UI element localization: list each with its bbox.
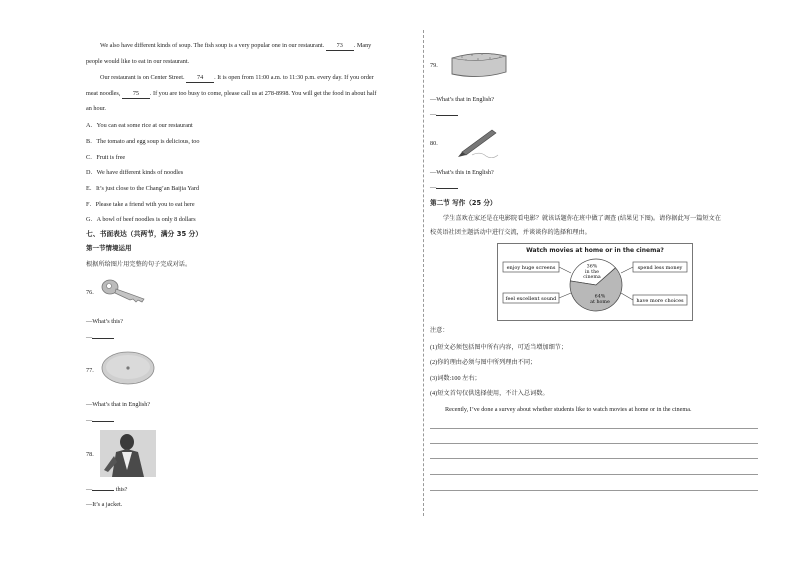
answer-dash: —: [430, 111, 437, 118]
writing-prompt-line-1: 学生喜欢在家还是在电影院看电影？就该话题你在班中做了调查 (结果见下图)。请你据此写一篇短文在: [443, 215, 721, 222]
mattress-icon: [448, 48, 510, 82]
answer-77-blank[interactable]: [92, 421, 114, 422]
section-2-title: 第二节 写作（25 分）: [430, 199, 497, 207]
passage-text: Our restaurant is on Center Street.: [100, 74, 185, 81]
question-79-prompt: —What’s that in English?: [430, 96, 495, 103]
blank-74[interactable]: 74: [186, 74, 214, 83]
blank-73[interactable]: 73: [326, 42, 354, 51]
writing-line-3[interactable]: [430, 458, 758, 459]
pie-chart: [570, 259, 622, 311]
answer-dash: —: [86, 417, 93, 424]
question-80-number: 80.: [430, 140, 438, 147]
question-78-answer: —It’s a jacket.: [86, 501, 123, 508]
option-f: F．Please take a friend with you to eat here: [86, 201, 195, 208]
question-80-prompt: —What’s this in English?: [430, 169, 494, 176]
answer-dash: —: [430, 184, 437, 191]
question-79-number: 79.: [430, 62, 438, 69]
blank-75[interactable]: 75: [122, 90, 150, 99]
answer-dash: —: [86, 486, 93, 493]
writing-line-1[interactable]: [430, 428, 758, 429]
answer-76-blank[interactable]: [92, 338, 114, 339]
question-78-number: 78.: [86, 451, 94, 458]
question-80-answer: [430, 184, 458, 192]
key-icon: [100, 277, 148, 303]
reason-cinema-2: feel excellent sound: [505, 296, 557, 303]
writing-line-4[interactable]: [430, 474, 758, 475]
answer-dash: —: [86, 334, 93, 341]
option-b: B．The tomato and egg soup is delicious, too: [86, 138, 200, 145]
reason-home-2: have more choices: [636, 298, 684, 305]
writing-line-5[interactable]: [430, 490, 758, 491]
survey-chart: [497, 243, 693, 321]
passage-text: We also have different kinds of soup. The fish soup is a very popular one in our restaurant.: [100, 42, 325, 49]
passage-line-5: an hour.: [86, 105, 106, 112]
question-76-answer: [86, 334, 114, 342]
passage-text: . It is open from 11:00 a.m. to 11:30 p.m. every day. If you order: [214, 74, 374, 81]
note-1: (1)短文必须包括图中所有内容，可适当增加细节；: [430, 344, 568, 351]
passage-line-1: [100, 42, 371, 51]
option-d: D．We have different kinds of noodles: [86, 169, 184, 176]
note-3: (3)词数:100 左右；: [430, 375, 481, 382]
prompt-text: this?: [114, 486, 128, 493]
option-c: C．Fruit is free: [86, 154, 126, 161]
passage-text: . If you are too busy to come, please call us at 278-8998. You will get the food in about half: [149, 90, 377, 97]
answer-79-blank[interactable]: [436, 115, 458, 116]
section-7-title: 七、书面表达（共两节，满分 35 分）: [86, 230, 203, 238]
section-1-instruction: 根据所给图片用完整的句子完成对话。: [86, 261, 192, 268]
disc-icon: [100, 350, 156, 386]
question-78-prompt: [86, 486, 127, 494]
reason-home-1: spend less money: [637, 265, 683, 272]
passage-text: meat noodles,: [86, 90, 121, 97]
pen-icon: [452, 124, 504, 158]
passage-line-2: people would like to eat in our restaurant.: [86, 58, 190, 65]
passage-text: . Many: [353, 42, 372, 49]
pie-label-in-the-cinema: 36% in the cinema: [583, 264, 601, 280]
reason-cinema-1: enjoy huge screens: [506, 265, 556, 272]
answer-80-blank[interactable]: [436, 188, 458, 189]
writing-prompt-line-2: 校英语社团主题活动中进行交流，并谈谈你的选择和理由。: [430, 229, 591, 236]
person-in-jacket-photo: [100, 430, 156, 477]
option-e: E．It’s just close to the Chang’an Baijia Yard: [86, 185, 200, 192]
pie-label-at-home: 64% at home: [590, 294, 610, 305]
question-76-number: 76.: [86, 289, 94, 296]
passage-line-3: [100, 74, 374, 83]
option-g: G．A bowl of beef noodles is only 8 dollars: [86, 216, 196, 223]
column-divider: [423, 30, 425, 516]
chart-title: Watch movies at home or in the cinema?: [526, 247, 664, 254]
question-77-number: 77.: [86, 367, 94, 374]
option-a: A．You can eat some rice at our restaurant: [86, 122, 193, 129]
note-4: (4)短文首句仅供选择使用，不计入总词数。: [430, 390, 549, 397]
question-76-prompt: —What’s this?: [86, 318, 123, 325]
question-79-answer: [430, 111, 458, 119]
section-1-title: 第一节情境运用: [86, 244, 132, 252]
writing-line-2[interactable]: [430, 443, 758, 444]
notes-title: 注意：: [430, 327, 449, 334]
passage-line-4: [86, 90, 376, 99]
writing-opening-sentence: Recently, I’ve done a survey about whether students like to watch movies at home or in the cinema.: [445, 406, 692, 413]
question-77-prompt: —What’s that in English?: [86, 401, 151, 408]
answer-78-blank[interactable]: [92, 490, 114, 491]
question-77-answer: [86, 417, 114, 425]
note-2: (2)你的理由必须与图中所列理由不同；: [430, 359, 537, 366]
